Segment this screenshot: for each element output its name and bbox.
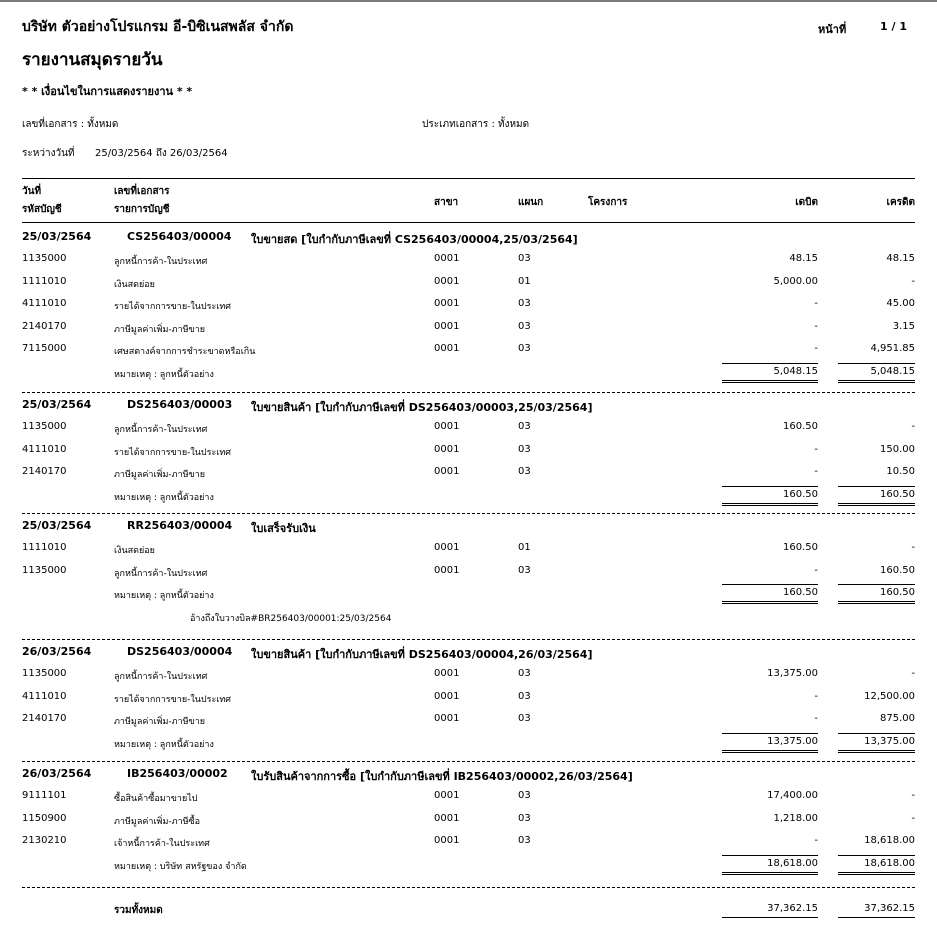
- grand-total-credit-rule: [838, 917, 915, 918]
- line-branch: 0001: [434, 466, 460, 477]
- line-account-code: 1150900: [22, 812, 67, 824]
- line-credit: -: [911, 275, 915, 287]
- voucher-note: หมายเหตุ : บริษัท สหรัฐของ จำกัด: [114, 861, 247, 872]
- voucher-date: 25/03/2564: [22, 230, 92, 243]
- line-credit: 4,951.85: [870, 343, 915, 354]
- voucher-note: หมายเหตุ : ลูกหนี้ตัวอย่าง: [114, 369, 214, 380]
- line-branch: 0001: [434, 298, 460, 309]
- line-account-code: 4111010: [22, 443, 67, 455]
- line-department: 03: [518, 790, 531, 801]
- voucher-description: ใบเสร็จรับเงิน: [251, 522, 316, 535]
- voucher-total-credit: 5,048.15: [870, 365, 915, 377]
- total-debit-double-rule: [722, 750, 818, 753]
- line-account-code: 1111010: [22, 542, 67, 553]
- line-credit: -: [911, 421, 915, 432]
- doc-type-filter: ประเภทเอกสาร : ทั้งหมด: [422, 119, 530, 130]
- grand-total-debit: 37,362.15: [767, 903, 818, 914]
- line-branch: 0001: [434, 253, 460, 264]
- line-department: 01: [518, 542, 531, 553]
- line-credit: 18,618.00: [864, 835, 915, 846]
- voucher-total-debit: 18,618.00: [767, 857, 818, 869]
- line-debit: -: [814, 343, 818, 354]
- line-credit: 10.50: [886, 466, 915, 477]
- col-department: แผนก: [518, 197, 544, 208]
- total-debit-double-rule: [722, 380, 818, 383]
- line-department: 03: [518, 421, 531, 432]
- line-department: 03: [518, 812, 531, 824]
- line-account-code: 1135000: [22, 564, 67, 576]
- line-branch: 0001: [434, 275, 460, 287]
- subtotal-debit-rule: [722, 363, 818, 364]
- line-account-name: ลูกหนี้การค้า-ในประเทศ: [114, 425, 208, 435]
- voucher-total-debit: 5,048.15: [773, 365, 818, 377]
- grand-total-label: รวมทั้งหมด: [114, 905, 163, 916]
- report-title: รายงานสมุดรายวัน: [22, 50, 163, 70]
- line-branch: 0001: [434, 812, 460, 824]
- line-debit: -: [814, 564, 818, 576]
- line-debit: -: [814, 320, 818, 332]
- line-branch: 0001: [434, 713, 460, 724]
- line-credit: 150.00: [880, 443, 915, 455]
- grand-total-credit: 37,362.15: [864, 903, 915, 914]
- line-account-name: ภาษีมูลค่าเพิ่ม-ภาษีขาย: [114, 470, 206, 480]
- line-account-name: ซื้อสินค้าซื้อมาขายไป: [114, 794, 198, 804]
- subtotal-debit-rule: [722, 584, 818, 585]
- line-department: 03: [518, 668, 531, 679]
- subtotal-debit-rule: [722, 855, 818, 856]
- line-branch: 0001: [434, 443, 460, 455]
- line-department: 03: [518, 835, 531, 846]
- line-account-name: เงินสดย่อย: [114, 546, 155, 556]
- line-debit: -: [814, 443, 818, 455]
- line-account-code: 1111010: [22, 275, 67, 287]
- line-account-name: รายได้จากการขาย-ในประเทศ: [114, 447, 232, 458]
- line-debit: 1,218.00: [773, 812, 818, 824]
- line-debit: 5,000.00: [773, 275, 818, 287]
- line-account-name: เจ้าหนี้การค้า-ในประเทศ: [114, 839, 210, 849]
- line-debit: 160.50: [783, 421, 818, 432]
- line-account-code: 2140170: [22, 466, 67, 477]
- line-account-name: ลูกหนี้การค้า-ในประเทศ: [114, 257, 208, 267]
- line-department: 03: [518, 443, 531, 455]
- line-credit: -: [911, 542, 915, 553]
- col-project: โครงการ: [588, 197, 628, 208]
- voucher-separator: [22, 513, 915, 514]
- line-debit: 17,400.00: [767, 790, 818, 801]
- line-debit: -: [814, 835, 818, 846]
- line-account-name: เงินสดย่อย: [114, 279, 155, 290]
- line-credit: -: [911, 790, 915, 801]
- line-credit: 12,500.00: [864, 690, 915, 702]
- line-debit: -: [814, 690, 818, 702]
- voucher-total-credit: 160.50: [880, 587, 915, 598]
- line-branch: 0001: [434, 542, 460, 553]
- subtotal-credit-rule: [838, 486, 915, 487]
- voucher-note: หมายเหตุ : ลูกหนี้ตัวอย่าง: [114, 591, 214, 601]
- line-credit: -: [911, 668, 915, 679]
- line-branch: 0001: [434, 835, 460, 846]
- line-branch: 0001: [434, 564, 460, 576]
- line-department: 03: [518, 564, 531, 576]
- line-department: 03: [518, 298, 531, 309]
- line-account-name: เศษสตางค์จากการชำระขาดหรือเกิน: [114, 347, 256, 357]
- line-debit: -: [814, 298, 818, 309]
- header-top-rule: [22, 178, 915, 179]
- line-account-code: 1135000: [22, 668, 67, 679]
- voucher-description: ใบขายสินค้า [ใบกำกับภาษีเลขที่ DS256403/00003,25/03/2564]: [251, 401, 593, 414]
- voucher-total-credit: 13,375.00: [864, 735, 915, 747]
- line-branch: 0001: [434, 421, 460, 432]
- voucher-total-debit: 160.50: [783, 488, 818, 500]
- line-debit: 13,375.00: [767, 668, 818, 679]
- voucher-doc-no: CS256403/00004: [127, 230, 232, 243]
- voucher-doc-no: DS256403/00004: [127, 645, 233, 658]
- line-account-code: 7115000: [22, 343, 67, 354]
- doc-no-filter: เลขที่เอกสาร : ทั้งหมด: [22, 119, 119, 130]
- line-account-code: 9111101: [22, 790, 67, 801]
- line-department: 03: [518, 466, 531, 477]
- subtotal-debit-rule: [722, 733, 818, 734]
- line-branch: 0001: [434, 790, 460, 801]
- voucher-date: 26/03/2564: [22, 767, 92, 780]
- line-debit: 48.15: [789, 253, 818, 264]
- col-doc-no: เลขที่เอกสาร: [114, 186, 170, 197]
- line-credit: 48.15: [886, 253, 915, 264]
- line-department: 03: [518, 253, 531, 264]
- total-credit-double-rule: [838, 380, 915, 383]
- line-branch: 0001: [434, 320, 460, 332]
- total-debit-double-rule: [722, 601, 818, 604]
- total-credit-double-rule: [838, 601, 915, 604]
- date-range-label: ระหว่างวันที่: [22, 148, 75, 159]
- subtotal-credit-rule: [838, 855, 915, 856]
- page-label: หน้าที่: [818, 23, 847, 36]
- voucher-separator: [22, 639, 915, 640]
- voucher-description: ใบขายสินค้า [ใบกำกับภาษีเลขที่ DS256403/00004,26/03/2564]: [251, 648, 593, 661]
- line-department: 03: [518, 713, 531, 724]
- voucher-separator: [22, 392, 915, 393]
- line-account-name: ลูกหนี้การค้า-ในประเทศ: [114, 568, 208, 579]
- line-credit: 160.50: [880, 564, 915, 576]
- company-name: บริษัท ตัวอย่างโปรแกรม อี-บิซิเนสพลัส จำกัด: [22, 19, 294, 35]
- line-credit: 3.15: [892, 320, 915, 332]
- voucher-doc-no: RR256403/00004: [127, 519, 233, 532]
- voucher-total-credit: 18,618.00: [864, 857, 915, 869]
- col-date: วันที่: [22, 186, 42, 197]
- col-account-name: รายการบัญชี: [114, 204, 170, 215]
- top-border: [0, 0, 937, 2]
- col-branch: สาขา: [434, 197, 459, 208]
- line-account-code: 4111010: [22, 690, 67, 702]
- subtotal-credit-rule: [838, 733, 915, 734]
- line-debit: -: [814, 466, 818, 477]
- line-account-code: 2130210: [22, 835, 67, 846]
- col-account-code: รหัสบัญชี: [22, 204, 62, 215]
- line-debit: -: [814, 713, 818, 724]
- col-debit: เดบิต: [795, 197, 818, 208]
- total-credit-double-rule: [838, 872, 915, 875]
- voucher-doc-no: IB256403/00002: [127, 767, 228, 780]
- voucher-description: ใบรับสินค้าจากการซื้อ [ใบกำกับภาษีเลขที่ IB256403/00002,26/03/2564]: [251, 770, 633, 783]
- line-debit: 160.50: [783, 542, 818, 553]
- line-credit: -: [911, 812, 915, 824]
- total-debit-double-rule: [722, 503, 818, 506]
- line-branch: 0001: [434, 690, 460, 702]
- total-debit-double-rule: [722, 872, 818, 875]
- line-account-name: ภาษีมูลค่าเพิ่ม-ภาษีขาย: [114, 717, 206, 727]
- header-bottom-rule: [22, 222, 915, 223]
- total-credit-double-rule: [838, 750, 915, 753]
- voucher-note: หมายเหตุ : ลูกหนี้ตัวอย่าง: [114, 492, 214, 503]
- voucher-doc-no: DS256403/00003: [127, 398, 233, 411]
- voucher-date: 25/03/2564: [22, 398, 92, 411]
- line-branch: 0001: [434, 668, 460, 679]
- voucher-separator: [22, 761, 915, 762]
- conditions-heading: * * เงื่อนไขในการแสดงรายงาน * *: [22, 85, 193, 98]
- line-department: 03: [518, 320, 531, 332]
- voucher-total-credit: 160.50: [880, 488, 915, 500]
- line-account-code: 2140170: [22, 713, 67, 724]
- line-branch: 0001: [434, 343, 460, 354]
- voucher-note: หมายเหตุ : ลูกหนี้ตัวอย่าง: [114, 739, 214, 750]
- voucher-description: ใบขายสด [ใบกำกับภาษีเลขที่ CS256403/00004,25/03/2564]: [251, 233, 578, 246]
- voucher-total-debit: 160.50: [783, 587, 818, 598]
- voucher-total-debit: 13,375.00: [767, 735, 818, 747]
- total-credit-double-rule: [838, 503, 915, 506]
- subtotal-credit-rule: [838, 584, 915, 585]
- line-department: 01: [518, 275, 531, 287]
- page-number: 1 / 1: [880, 20, 907, 33]
- line-credit: 875.00: [880, 713, 915, 724]
- line-department: 03: [518, 690, 531, 702]
- line-account-name: รายได้จากการขาย-ในประเทศ: [114, 694, 232, 705]
- line-account-code: 2140170: [22, 320, 67, 332]
- subtotal-debit-rule: [722, 486, 818, 487]
- grand-total-debit-rule: [722, 917, 818, 918]
- voucher-separator: [22, 887, 915, 888]
- voucher-reference: อ้างถึงใบวางบิล#BR256403/00001:25/03/2564: [190, 614, 392, 624]
- voucher-date: 25/03/2564: [22, 519, 92, 532]
- line-account-name: ภาษีมูลค่าเพิ่ม-ภาษีขาย: [114, 324, 206, 335]
- date-range-value: 25/03/2564 ถึง 26/03/2564: [95, 148, 228, 159]
- line-account-code: 1135000: [22, 253, 67, 264]
- line-account-code: 4111010: [22, 298, 67, 309]
- subtotal-credit-rule: [838, 363, 915, 364]
- line-department: 03: [518, 343, 531, 354]
- line-account-name: ลูกหนี้การค้า-ในประเทศ: [114, 672, 208, 682]
- line-account-name: รายได้จากการขาย-ในประเทศ: [114, 302, 232, 312]
- voucher-date: 26/03/2564: [22, 645, 92, 658]
- line-credit: 45.00: [886, 298, 915, 309]
- col-credit: เครดิต: [886, 197, 915, 208]
- line-account-name: ภาษีมูลค่าเพิ่ม-ภาษีซื้อ: [114, 816, 201, 827]
- line-account-code: 1135000: [22, 421, 67, 432]
